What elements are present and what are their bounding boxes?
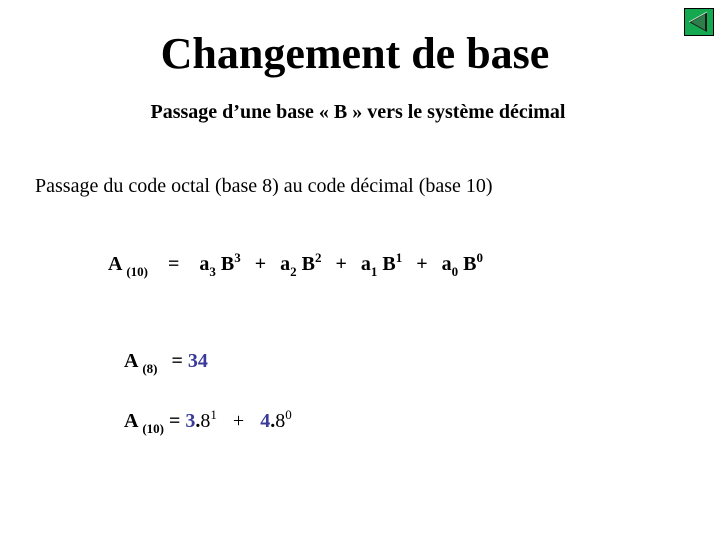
term-base: B	[463, 253, 477, 275]
term-index: 1	[370, 264, 378, 279]
term-coef: a	[441, 253, 452, 275]
term-exponent: 2	[315, 250, 322, 265]
term-coef: a	[360, 253, 371, 275]
exponent-0: 0	[285, 407, 292, 422]
formula-lhs: A	[108, 253, 122, 275]
term-exponent: 0	[476, 250, 484, 265]
term-index: 2	[290, 264, 297, 279]
example-base: (10)	[142, 421, 165, 436]
example-lhs: A	[124, 350, 138, 372]
digit-4: 4	[260, 410, 271, 432]
example-base: (8)	[142, 361, 158, 376]
page-title: Changement de base	[160, 29, 550, 78]
digit-3: 3	[185, 410, 196, 432]
example-octal	[124, 350, 208, 377]
term-index: 3	[209, 264, 216, 279]
term-base: B	[301, 253, 316, 275]
plus-sign: +	[416, 253, 428, 275]
term-exponent: 1	[395, 250, 403, 265]
term-base: B	[382, 253, 396, 275]
example-equals: =	[171, 350, 183, 372]
plus-sign: +	[232, 410, 245, 432]
term-coef: a	[199, 253, 210, 275]
plus-sign: +	[335, 253, 347, 275]
base-8: 8	[275, 410, 286, 432]
dot: .	[270, 410, 276, 432]
exponent-1: 1	[210, 407, 217, 422]
example-equals: =	[169, 410, 181, 432]
term-coef: a	[280, 253, 291, 275]
example-decimal	[124, 407, 292, 437]
formula-lhs-base: (10)	[126, 264, 149, 279]
plus-sign: +	[254, 253, 267, 275]
dot: .	[195, 410, 201, 432]
octal-value: 34	[187, 350, 208, 372]
base-8: 8	[200, 410, 211, 432]
intro-text: Passage du code octal (base 8) au code décimal (base 10)	[35, 175, 493, 197]
term-base: B	[220, 253, 235, 275]
page-subtitle: Passage d’une base « B » vers le système décimal	[150, 101, 566, 123]
term-index: 0	[451, 264, 459, 279]
example-lhs: A	[124, 410, 138, 432]
term-exponent: 3	[234, 250, 241, 265]
formula-equals: =	[168, 253, 180, 275]
general-formula	[108, 250, 483, 280]
